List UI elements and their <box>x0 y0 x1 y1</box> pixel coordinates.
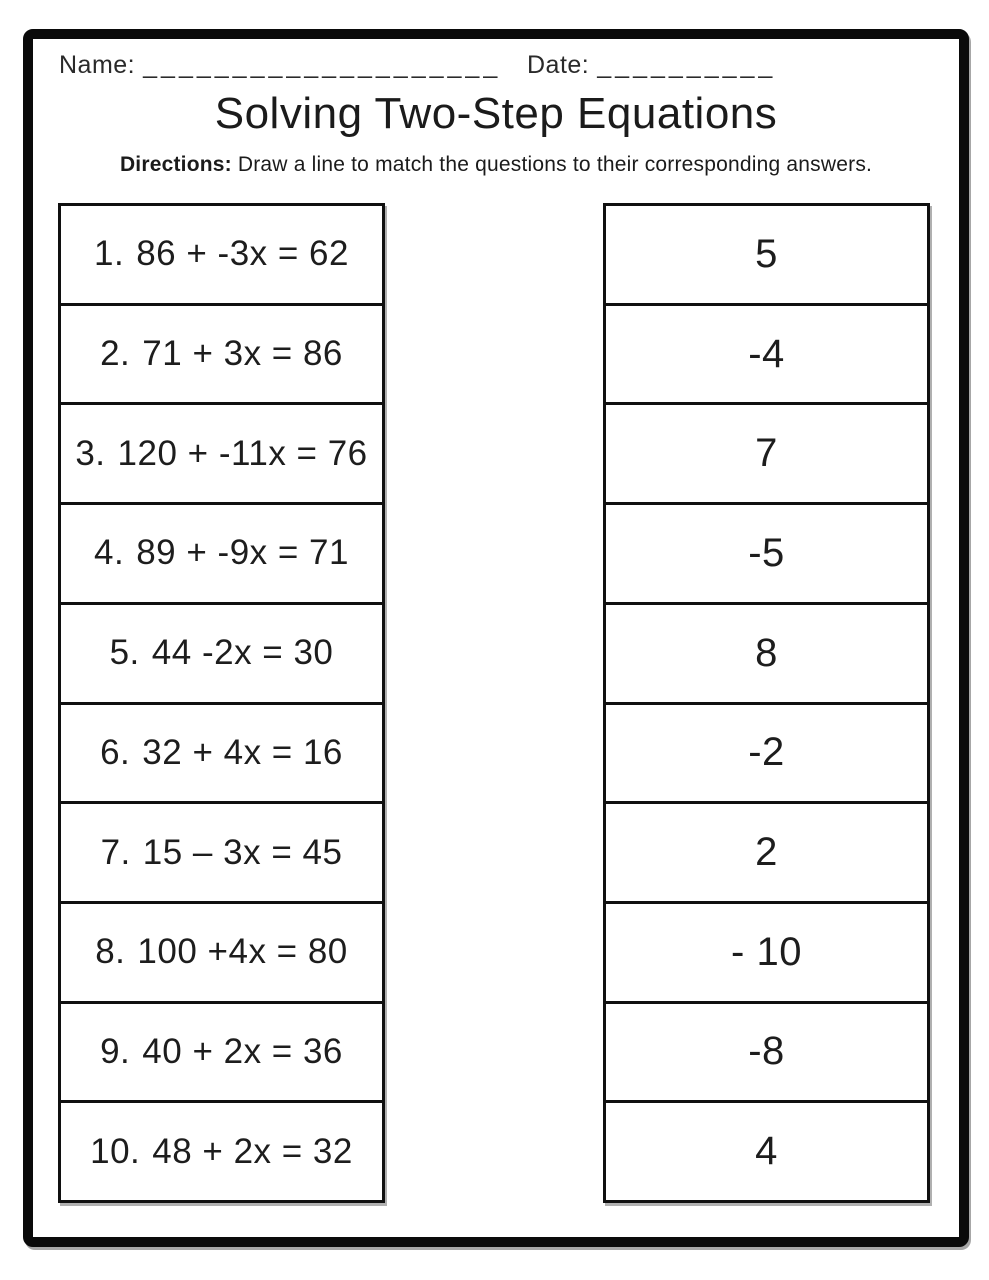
answer-value: 2 <box>755 830 778 875</box>
answer-value: 7 <box>755 431 778 476</box>
answer-value: 5 <box>755 231 778 276</box>
problem-row-7[interactable] <box>61 804 382 904</box>
page-title: Solving Two-Step Equations <box>214 89 778 138</box>
answer-row-4[interactable] <box>606 505 927 605</box>
problem-number: 2. <box>100 334 131 374</box>
answer-value: 4 <box>755 1129 778 1174</box>
problem-number: 7. <box>100 832 131 872</box>
problem-equation: 48 + 2x = 32 <box>152 1131 353 1171</box>
worksheet-border-frame <box>23 29 969 1247</box>
answer-row-3[interactable] <box>606 405 927 505</box>
name-field <box>59 51 501 80</box>
answers-column <box>603 203 930 1203</box>
problem-equation: 40 + 2x = 36 <box>142 1031 343 1071</box>
directions-text: Draw a line to match the questions to their corresponding answers. <box>231 153 873 176</box>
name-label: Name: <box>59 51 136 79</box>
problem-row-3[interactable] <box>61 405 382 505</box>
problem-equation: 32 + 4x = 16 <box>142 732 343 772</box>
directions-line <box>33 153 959 177</box>
problem-number: 3. <box>75 433 106 473</box>
date-blank-line[interactable]: __________ <box>597 51 777 79</box>
answer-row-1[interactable] <box>606 206 927 306</box>
problem-row-4[interactable] <box>61 505 382 605</box>
answer-row-2[interactable] <box>606 306 927 406</box>
problem-row-8[interactable] <box>61 904 382 1004</box>
answer-row-10[interactable] <box>606 1103 927 1200</box>
problem-number: 1. <box>94 234 125 274</box>
answer-value: -8 <box>748 1029 785 1074</box>
answer-row-9[interactable] <box>606 1004 927 1104</box>
problem-row-1[interactable] <box>61 206 382 306</box>
answer-value: 8 <box>755 630 778 675</box>
problem-equation: 71 + 3x = 86 <box>142 334 343 374</box>
name-blank-line[interactable]: ____________________ <box>143 51 502 79</box>
problem-equation: 86 + -3x = 62 <box>136 234 349 274</box>
answer-value: -4 <box>748 331 785 376</box>
answer-value: -2 <box>748 730 785 775</box>
problem-row-6[interactable] <box>61 705 382 805</box>
problem-row-10[interactable] <box>61 1103 382 1200</box>
date-label: Date: <box>527 51 590 79</box>
answer-row-7[interactable] <box>606 804 927 904</box>
problem-equation: 120 + -11x = 76 <box>117 433 368 473</box>
problem-equation: 44 -2x = 30 <box>151 633 334 673</box>
problem-row-2[interactable] <box>61 306 382 406</box>
answer-row-8[interactable] <box>606 904 927 1004</box>
problem-number: 8. <box>95 932 126 972</box>
answer-value: - 10 <box>731 929 802 974</box>
problem-number: 9. <box>100 1031 131 1071</box>
problem-row-5[interactable] <box>61 605 382 705</box>
problem-number: 5. <box>109 633 140 673</box>
answer-row-6[interactable] <box>606 705 927 805</box>
directions-label: Directions: <box>119 153 232 176</box>
problem-number: 10. <box>90 1131 141 1171</box>
problem-equation: 15 – 3x = 45 <box>142 832 343 872</box>
answer-value: -5 <box>748 530 785 575</box>
problem-number: 4. <box>94 533 125 573</box>
problems-column <box>58 203 385 1203</box>
problem-number: 6. <box>100 732 131 772</box>
problem-equation: 100 +4x = 80 <box>137 932 348 972</box>
problem-row-9[interactable] <box>61 1004 382 1104</box>
answer-row-5[interactable] <box>606 605 927 705</box>
problem-equation: 89 + -9x = 71 <box>136 533 349 573</box>
date-field <box>527 51 776 80</box>
